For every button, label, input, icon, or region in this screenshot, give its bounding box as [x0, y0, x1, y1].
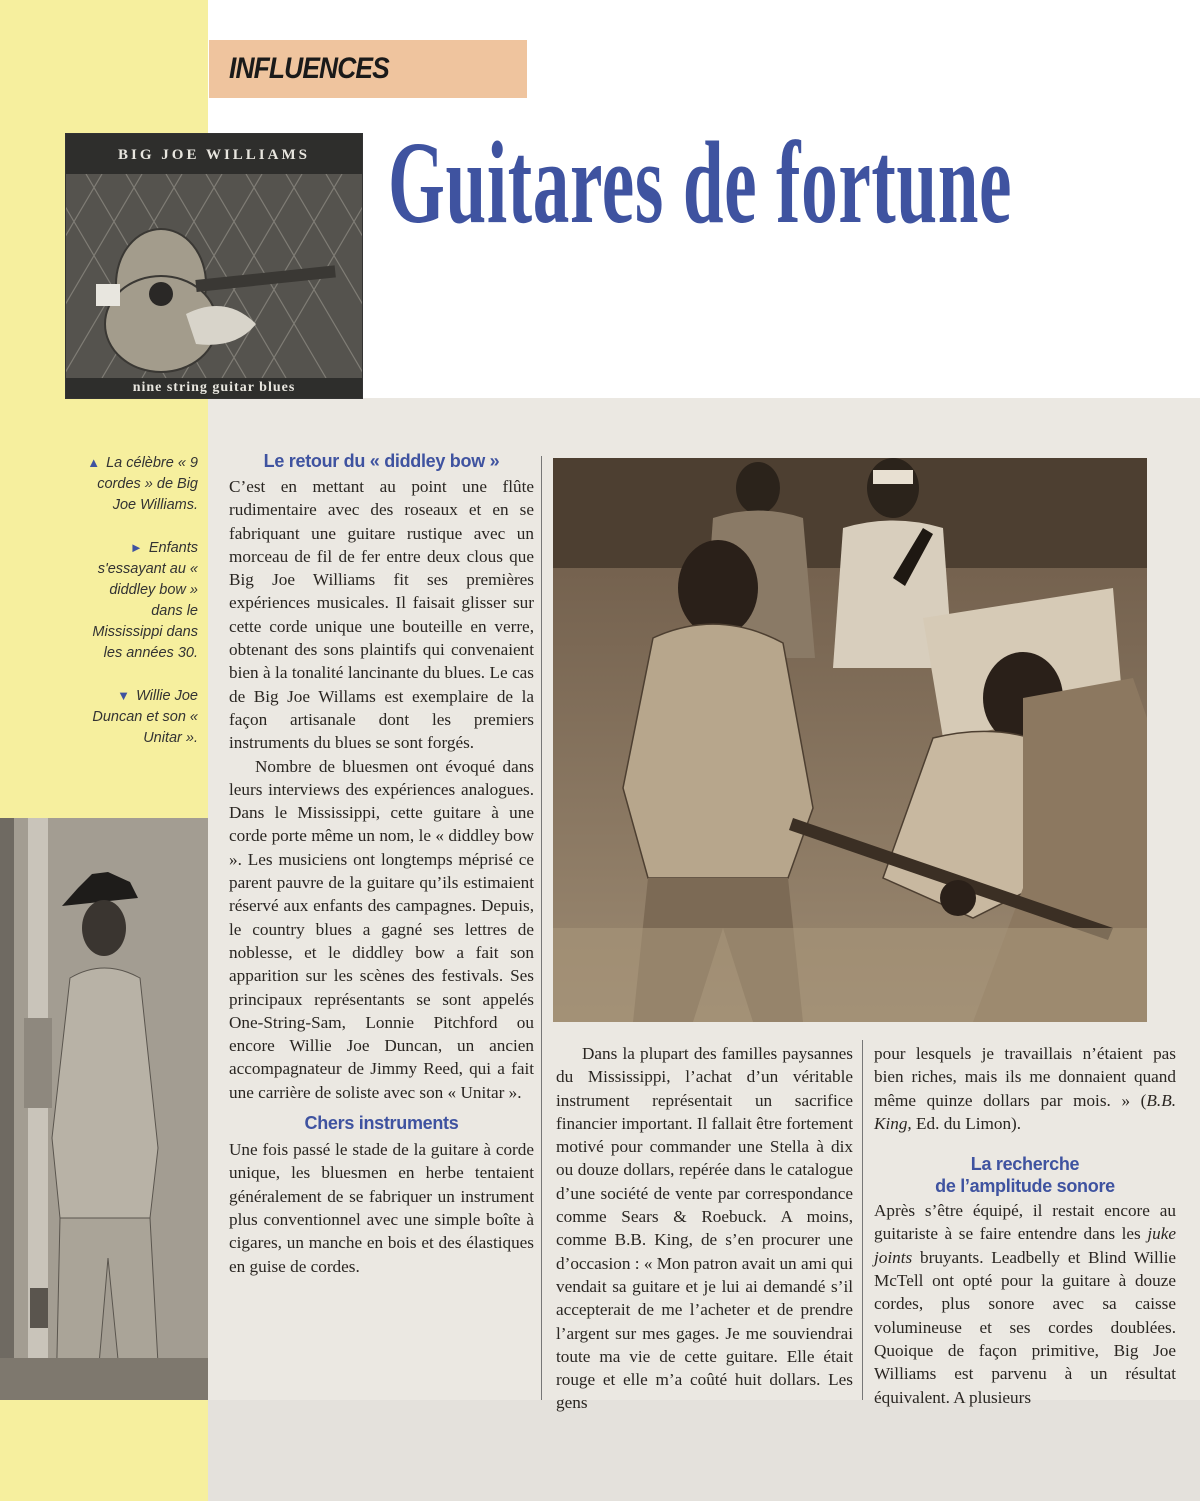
column-rule-2	[862, 1040, 863, 1400]
arrow-right-icon: ►	[129, 540, 143, 555]
column-rule-1	[541, 456, 542, 1400]
caption-willie: ▼ Willie Joe Duncan et son « Unitar ».	[92, 688, 198, 746]
paragraph: Après s’être équipé, il restait encore au guitariste à se faire entendre dans les juke joints bruyants. Leadbelly et Blind Willie McTell ont opté pour la guitare à douze cordes, plus sonore avec sa caisse volumineuse et ses cordes doublées. Quoique de façon primitive, Big Joe Williams est parvenu à un résultat équivalent. A plusieurs	[874, 1201, 1176, 1407]
book-title: B.B. King,	[874, 1090, 1176, 1133]
children-diddley-bow-photo	[553, 458, 1147, 1022]
page-bottom-strip	[208, 1400, 1200, 1501]
caption-children: ► Enfants s'essayant au « diddley bow » dans le Mississippi dans les années 30.	[92, 540, 198, 661]
album-art-guitar-photo	[66, 174, 362, 378]
willie-joe-duncan-photo	[0, 818, 208, 1400]
article-column-1	[229, 450, 534, 1278]
page-title: Guitares de fortune	[388, 117, 1013, 248]
article-column-3	[874, 1042, 1176, 1409]
subheading-chers-instruments: Chers instruments	[304, 1113, 459, 1134]
juke-joints-term: juke joints	[874, 1224, 1176, 1267]
album-subtitle: nine string guitar blues	[66, 378, 362, 398]
photo-captions	[80, 452, 198, 770]
arrow-down-icon: ▼	[117, 688, 131, 703]
article-column-2	[556, 1042, 853, 1415]
paragraph: C’est en mettant au point une flûte rudimentaire avec des roseaux et en se fabriquant une guitare rustique avec un morceau de fil de fer entre deux clous que Big Joe Williams fit ses premières expériences musicales. Il faisait glisser sur cette corde unique une bouteille en verre, obtenant des sons plaintifs qui convenaient bien à la tonalité lancinante du blues. Le cas de Big Joe Willams est exemplaire de la façon artisanale dont les premiers instruments du blues se sont forgés.	[229, 477, 534, 753]
subheading-amplitude: La recherche de l’amplitude sonore	[935, 1154, 1115, 1197]
subheading-diddley-bow: Le retour du « diddley bow »	[263, 451, 500, 471]
caption-album: ▲ La célèbre « 9 cordes » de Big Joe Williams.	[87, 455, 198, 513]
paragraph: Une fois passé le stade de la guitare à corde unique, les bluesmen en herbe tentaient généralement de se fabriquer un instrument plus conventionnel avec une simple boîte à cigares, un manche en bois et des élastiques en guise de cordes.	[229, 1140, 534, 1276]
section-label: INFLUENCES	[229, 52, 389, 85]
paragraph: Dans la plupart des familles paysannes du Mississippi, l’achat d’un véritable instrument représentait un sacrifice financier important. Il fallait être fortement motivé pour commander une Stella à dix ou douze dollars, repérée dans le catalogue d’une société de vente par correspondance comme Sears & Roebuck. A moins, comme B.B. King, de s’en procurer une d’occasion : « Mon patron avait un ami qui vendait sa guitare et je lui ai demandé s’il accepterait de me l’acheter et de prendre l’argent sur mes gages. Je me souviendrai toute ma vie de cette guitare. Elle était rouge et elle m’a coûté huit dollars. Les gens	[556, 1044, 853, 1413]
arrow-up-icon: ▲	[87, 455, 101, 470]
section-tab	[209, 40, 527, 98]
paragraph: Nombre de bluesmen ont évoqué dans leurs interviews des expériences analogues. Dans le Mississippi, cette guitare à une corde porte même un nom, le « diddley bow ». Les musiciens ont longtemps méprisé ce parent pauvre de la guitare qu’ils estimaient réservé aux enfants des campagnes. Depuis, le country blues a gagné ses lettres de noblesse, et le diddley bow a fait son apparition sur les scènes des festivals. Ses principaux représentants se sont appelés One-String-Sam, Lonnie Pitchford ou encore Willie Joe Duncan, un ancien accompagnateur de Jimmy Reed, qui a fait une carrière de soliste avec son « Unitar ».	[229, 756, 534, 1102]
album-artist: BIG JOE WILLIAMS	[66, 134, 362, 174]
paragraph: pour lesquels je travaillais n’étaient pas bien riches, mais ils me donnaient quand même quinze dollars par mois. » (B.B. King, Ed. du Limon).	[874, 1044, 1176, 1133]
album-cover	[66, 134, 362, 398]
